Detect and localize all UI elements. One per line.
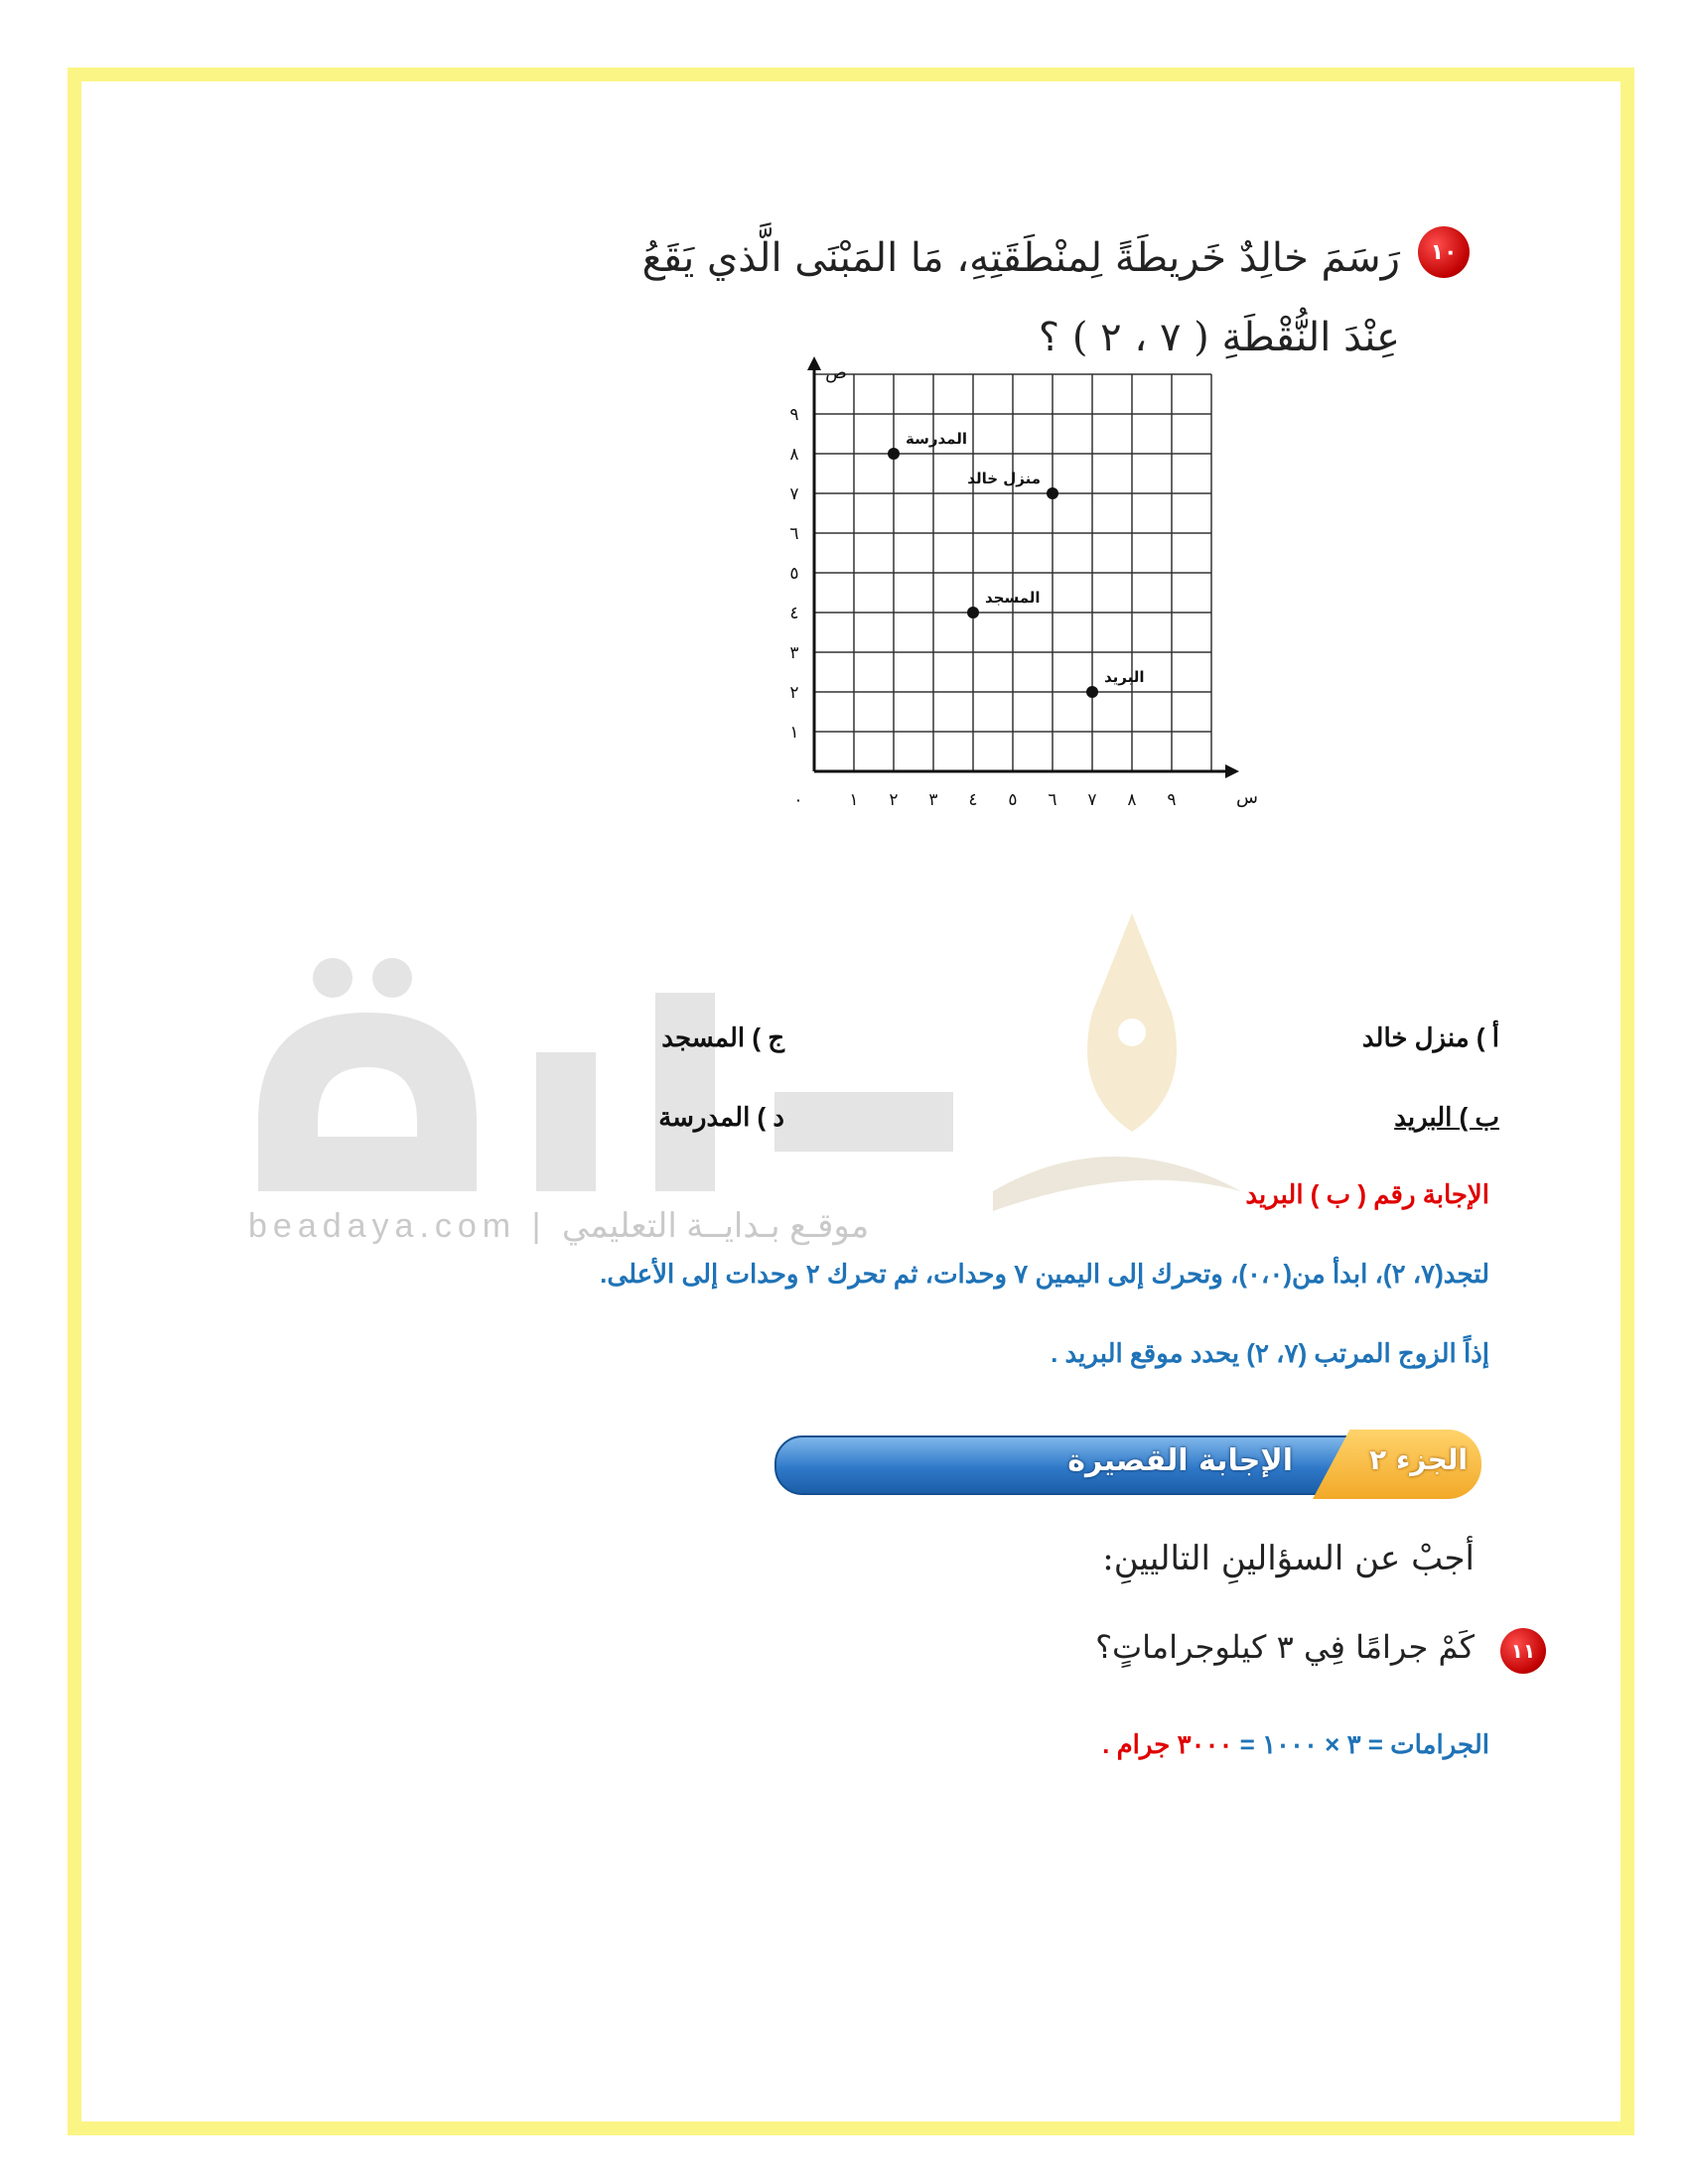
y-tick-label: ٨ [789, 445, 799, 465]
banner-part-label: الجزء ٢ [1369, 1443, 1468, 1476]
question-text-line1: رَسَمَ خالِدٌ خَريطَةً لِمنْطَقَتِهِ، مَا المَبْنَى الَّذي يَقَعُ [641, 235, 1400, 281]
answer-11 [1102, 1729, 1489, 1760]
choice-d[interactable]: د ) المدرسة [658, 1102, 784, 1132]
explanation-line1: لتجد(٧، ٢)، ابدأ من(٠،٠)، وتحرك إلى اليمين ٧ وحدات، ثم تحرك ٢ وحدات إلى الأعلى. [600, 1259, 1489, 1289]
x-tick-label: ٢ [889, 790, 899, 810]
map-point-label: البريد [1104, 668, 1145, 686]
y-tick-label: ٣ [789, 643, 799, 663]
map-point [967, 607, 979, 618]
map-point [1086, 686, 1098, 698]
answer-10: الإجابة رقم ( ب ) البريد [1245, 1179, 1489, 1209]
x-tick-label: ٧ [1087, 790, 1097, 810]
x-tick-label: ٦ [1048, 790, 1057, 810]
x-tick-label: ٤ [968, 790, 978, 810]
x-tick-label: ٨ [1127, 790, 1137, 810]
question-11-text: كَمْ جرامًا فِي ٣ كيلوجراماتٍ؟ [1095, 1628, 1475, 1666]
x-tick-label: ٥ [1008, 790, 1018, 810]
map-point-label: المسجد [985, 589, 1041, 607]
question-number-badge: ١٠ [1418, 226, 1470, 278]
watermark-logo [238, 893, 1281, 1251]
y-tick-label: ٢ [789, 683, 799, 703]
instruction-text: أجبْ عن السؤالينِ التاليينِ: [1102, 1539, 1475, 1578]
answer-11-result: ٣٠٠٠ جرام . [1102, 1729, 1233, 1759]
y-tick-label: ١ [789, 723, 799, 743]
y-tick-label: ٥ [789, 564, 799, 584]
x-tick-label: ٩ [1167, 790, 1177, 810]
map-point [1047, 487, 1058, 499]
x-tick-label: ٣ [928, 790, 938, 810]
y-tick-label: ٧ [789, 484, 799, 504]
choice-c[interactable]: ج ) المسجد [661, 1023, 784, 1052]
y-tick-label: ٦ [789, 524, 799, 544]
choice-b[interactable]: ب ) البريد [1394, 1102, 1499, 1132]
map-point [888, 448, 900, 460]
x-axis-label: س [1236, 787, 1258, 808]
banner-title: الإجابة القصيرة [1067, 1443, 1293, 1478]
y-tick-label: ٤ [789, 604, 799, 623]
coordinate-map [765, 362, 1258, 816]
question-10 [506, 218, 1458, 377]
map-point-label: المدرسة [906, 430, 967, 448]
question-text-line2: عِنْدَ النُّقْطَةِ ( ٧ ، ٢ ) ؟ [1038, 315, 1400, 360]
question-number-badge: ١١ [1500, 1628, 1546, 1674]
x-tick-label: ٠ [793, 790, 803, 810]
y-tick-label: ٩ [789, 405, 799, 425]
choice-a[interactable]: أ ) منزل خالد [1361, 1023, 1499, 1052]
map-point-label: منزل خالد [967, 470, 1041, 487]
explanation-line2: إذاً الزوج المرتب (٧، ٢) يحدد موقع البريد . [1051, 1338, 1489, 1368]
answer-11-equation: الجرامات = ٣ × ١٠٠٠ = [1232, 1729, 1489, 1759]
y-axis-label: ص [825, 362, 847, 383]
watermark-text: beadaya.com | موقـع بـدايــة التعليمي [248, 1207, 870, 1245]
section-banner [774, 1430, 1481, 1501]
x-tick-label: ١ [849, 790, 859, 810]
question-11 [1095, 1628, 1536, 1666]
